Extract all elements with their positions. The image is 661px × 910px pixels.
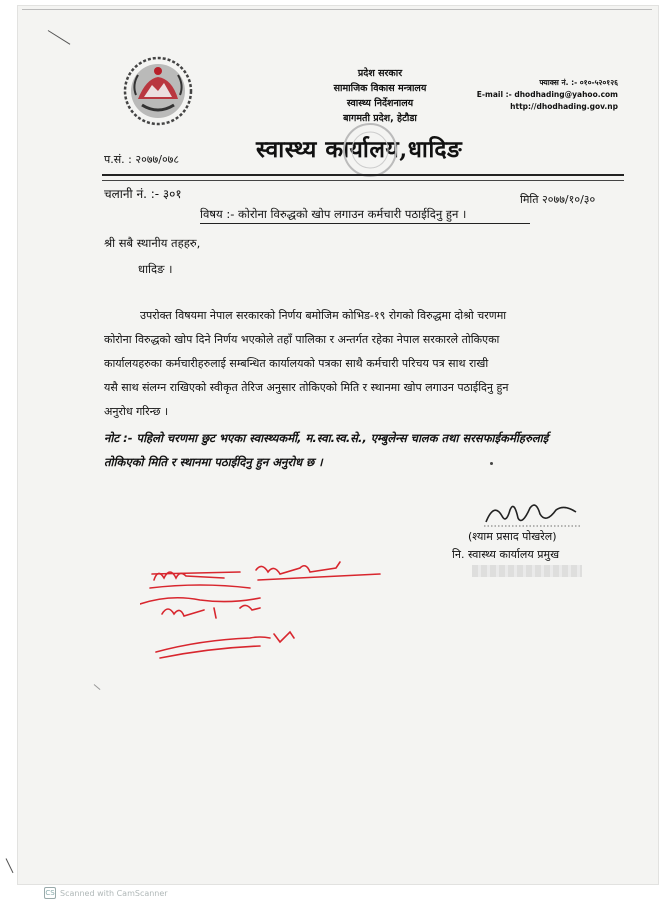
subject-line: विषय :- कोरोना विरुद्धको खोप लगाउन कर्मचारी पठाईदिनु हुन । xyxy=(200,207,467,221)
nepal-emblem-icon xyxy=(122,55,194,127)
header-block xyxy=(300,66,460,126)
chalani-number: चलानी नं. :- ३०१ xyxy=(104,187,182,201)
recipient-place: धादिङ । xyxy=(138,262,173,276)
body-line: अनुरोध गरिन्छ । xyxy=(104,405,169,418)
signatory-title: नि. स्वास्थ्य कार्यालय प्रमुख xyxy=(452,548,560,561)
header-line-directorate: स्वास्थ्य निर्देशनालय xyxy=(346,98,414,109)
body-line: उपरोक्त विषयमा नेपाल सरकारको निर्णय बमोजिम कोभिड-१९ रोगको विरुद्धमा दोश्रो चरणमा xyxy=(140,309,507,322)
body-line: कार्यालयहरुका कर्मचारीहरुलाई सम्बन्धित कार्यालयको पत्रका साथै कर्मचारी परिचय पत्र साथ राखी xyxy=(104,357,489,370)
header-rule-thick xyxy=(102,174,624,176)
signature-icon xyxy=(480,496,590,532)
letter-date: मिति २०७७/१०/३० xyxy=(520,193,596,206)
red-handwritten-note-icon xyxy=(140,558,390,668)
recipient-line: श्री सबै स्थानीय तहहरु, xyxy=(104,236,201,250)
header-line-ministry: सामाजिक विकास मन्त्रालय xyxy=(333,83,427,94)
body-line: कोरोना विरुद्धको खोप दिने निर्णय भएकोले तहाँ पालिका र अन्तर्गत रहेका नेपाल सरकारले तोकिएका xyxy=(104,333,500,346)
ink-dot xyxy=(490,462,493,465)
note-line: नोट :- पहिलो चरणमा छुट भएका स्वास्थ्यकर्मी, म.स्वा.स्व.से., एम्बुलेन्स चालक तथा सरसफाईकर्मीहरुलाई xyxy=(104,431,549,445)
header-line-province: बागमती प्रदेश, हेटौडा xyxy=(343,113,417,124)
signatory-name: (श्याम प्रसाद पोखरेल) xyxy=(468,530,557,543)
scratch-mark xyxy=(6,858,14,873)
note-block xyxy=(104,426,624,474)
header-rule-thin xyxy=(102,180,624,181)
website-url: http://dhodhading.gov.np xyxy=(510,102,618,111)
patra-sankhya: प.सं. : २०७७/०७८ xyxy=(104,153,180,166)
body-line: यसै साथ संलग्न राखिएको स्वीकृत तेरिज अनुसार तोकिएको मिति र स्थानमा खोप लगाउन पठाईदिनु हुन xyxy=(104,381,509,394)
note-line: तोकिएको मिति र स्थानमा पठाईदिनु हुन अनुरोध छ । xyxy=(104,455,323,469)
faint-stamp-icon xyxy=(340,120,400,180)
scanner-watermark xyxy=(44,887,168,899)
office-name: स्वास्थ्य कार्यालय,धादिङ xyxy=(256,136,463,163)
header-line-govt: प्रदेश सरकार xyxy=(357,68,403,79)
letter-body xyxy=(104,304,624,424)
fax-number: फ्याक्स नं. :- ०१०-५२०१२६ xyxy=(539,78,618,87)
camscanner-logo-icon: CS xyxy=(45,889,55,897)
stamp-smudge xyxy=(472,565,582,577)
email-address: E-mail :- dhodhading@yahoo.com xyxy=(476,90,618,99)
scanner-text: Scanned with CamScanner xyxy=(60,888,168,898)
top-edge-line xyxy=(22,9,652,10)
contact-block xyxy=(470,77,618,113)
subject-underline xyxy=(200,223,530,224)
